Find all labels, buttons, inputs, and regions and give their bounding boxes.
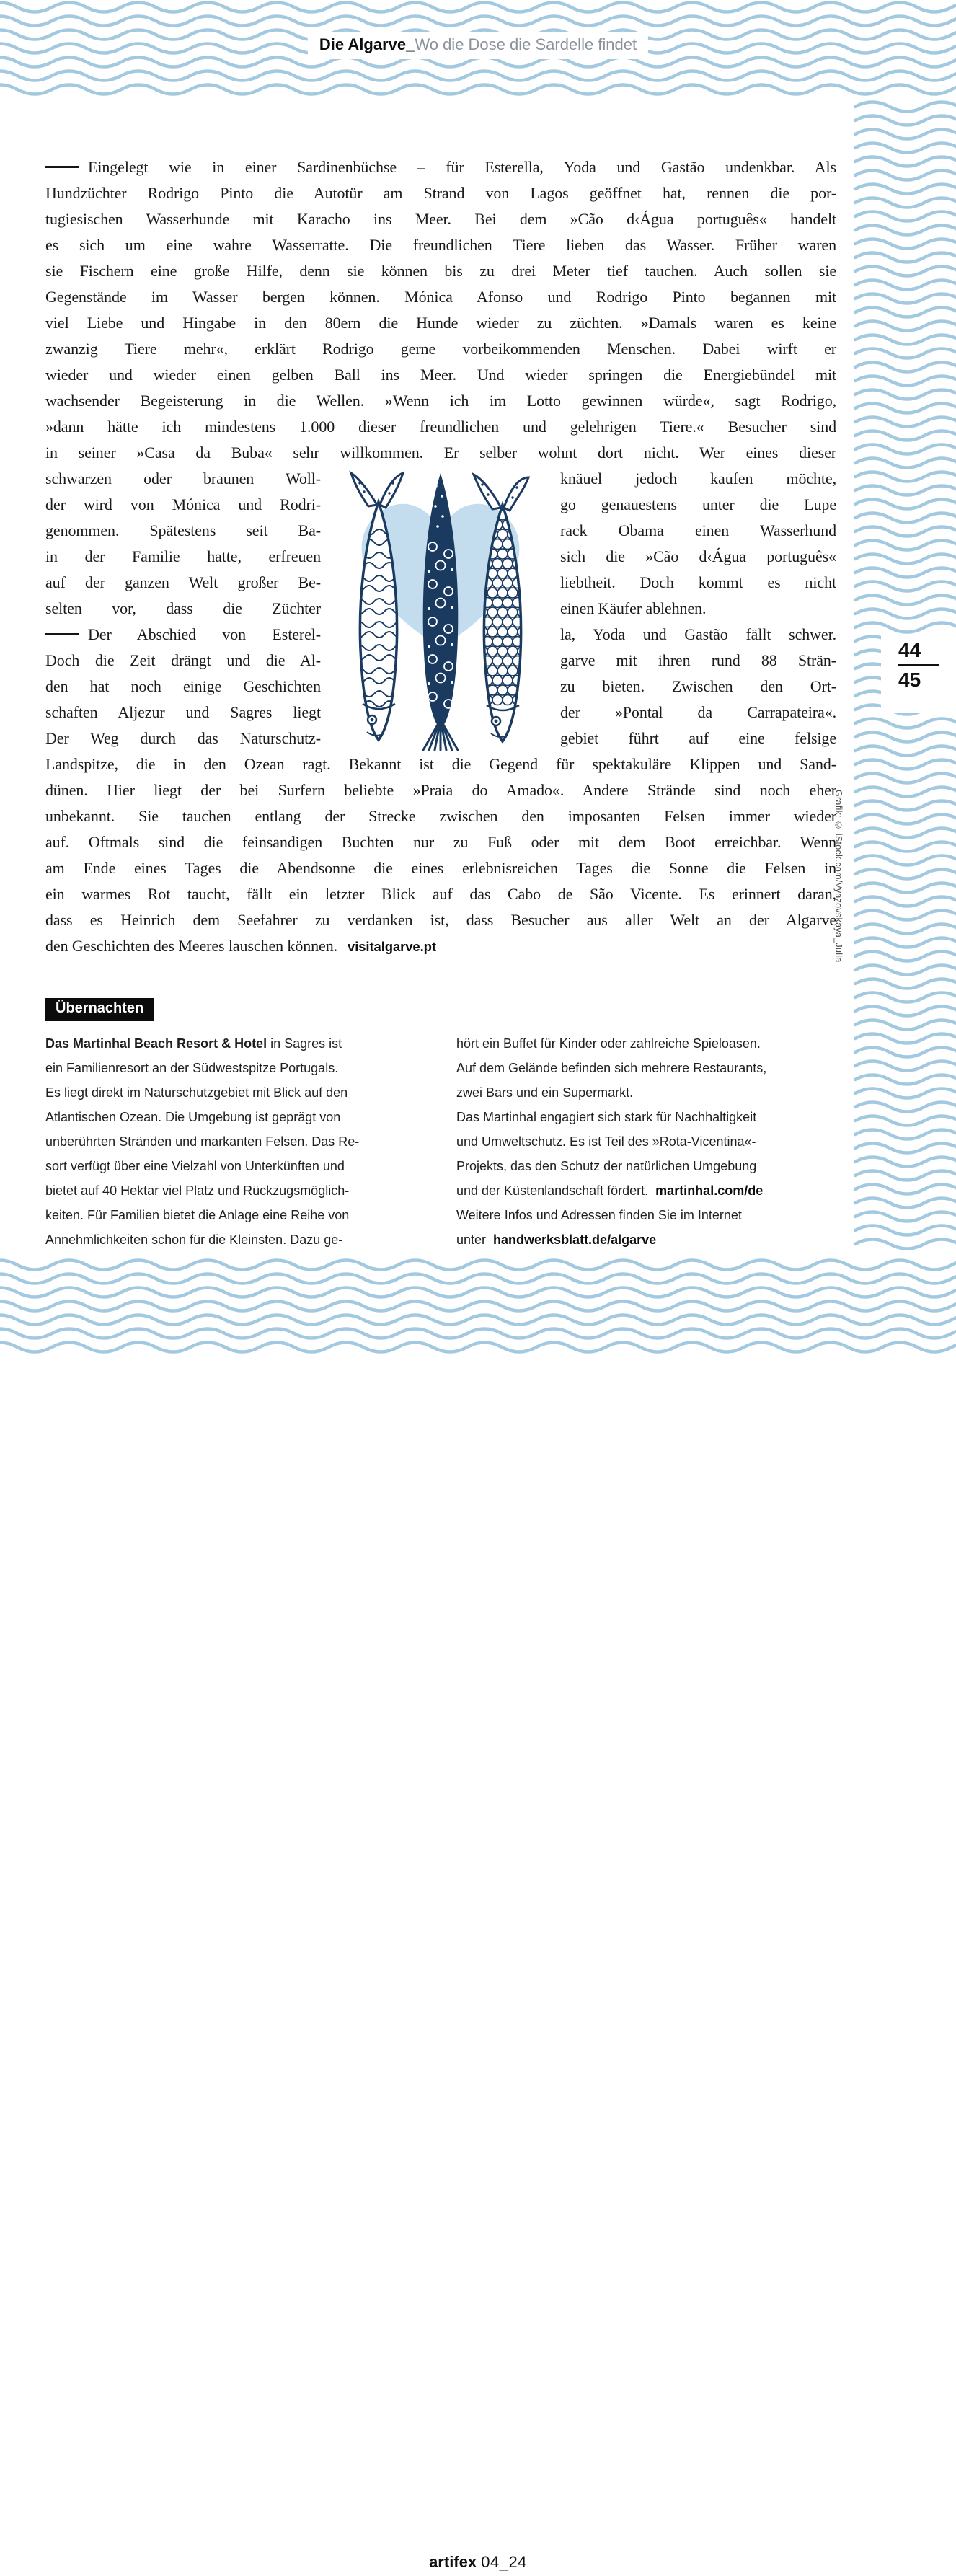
article-line <box>45 648 321 674</box>
info-line <box>456 1056 836 1080</box>
sardines-heart-illustration <box>321 466 560 751</box>
text-span: Landspitze, die in den Ozean ragt. Bekannt ist die Gegend für spektakuläre Klippen und Sand- <box>45 755 836 773</box>
text-span: den Geschichten des Meeres lauschen können. <box>45 937 337 955</box>
text-span: Annehmlichkeiten schon für die Kleinsten. Dazu ge- <box>45 1232 343 1247</box>
article-line <box>560 466 836 492</box>
footer-issue: 04_24 <box>481 2553 527 2571</box>
text-span: und Umweltschutz. Es ist Teil des »Rota-Vicentina«- <box>456 1134 756 1149</box>
text-span: es sich um eine wahre Wasserratte. Die freundlichen Tiere lieben das Wasser. Früher waren <box>45 236 836 254</box>
text-span: Weitere Infos und Adressen finden Sie im Internet <box>456 1208 742 1222</box>
text-span: Der Abschied von Esterel- <box>88 625 321 643</box>
uebernachten-label: Übernachten <box>45 998 154 1021</box>
page-number-top: 44 <box>898 639 921 661</box>
article-line <box>560 622 836 648</box>
info-line <box>45 1080 435 1105</box>
text-span: keiten. Für Familien bietet die Anlage eine Reihe von <box>45 1208 350 1222</box>
text-span: schaften Aljezur und Sagres liegt <box>45 703 321 721</box>
article-line <box>45 570 321 596</box>
article-line <box>560 596 836 622</box>
article-line <box>45 855 836 881</box>
text-span: unbekannt. Sie tauchen entlang der Strecke zwischen den imposanten Felsen immer wieder <box>45 807 836 825</box>
text-span: Atlantischen Ozean. Die Umgebung ist geprägt von <box>45 1110 341 1124</box>
article-line <box>560 518 836 544</box>
article-line <box>45 725 321 751</box>
text-span: gebiet führt auf eine felsige <box>560 729 836 747</box>
wave-pattern-bottom <box>0 1256 956 1352</box>
text-span: rack Obama einen Wasserhund <box>560 521 836 539</box>
text-span: Eingelegt wie in einer Sardinenbüchse – für Esterella, Yoda und Gastão undenkbar. Als <box>88 158 836 176</box>
text-span: unter <box>456 1232 487 1247</box>
article-line <box>45 907 836 933</box>
text-span: ein warmes Rot taucht, fällt ein letzter Blick auf das Cabo de São Vicente. Es erinnert daran, <box>45 885 836 903</box>
text-span: Hundzüchter Rodrigo Pinto die Autotür am Strand von Lagos geöffnet hat, rennen die por- <box>45 184 836 202</box>
image-credit: Grafik: © iStock.com/Vyazovskaya_Julia <box>833 790 844 963</box>
article-line <box>560 674 836 700</box>
info-line <box>456 1154 836 1178</box>
info-line <box>456 1178 836 1203</box>
text-span: schwarzen oder braunen Woll- <box>45 469 321 488</box>
bottom-wave-band <box>0 1256 956 2571</box>
text-span: in der Familie hatte, erfreuen <box>45 547 321 565</box>
uebernachten-column-right <box>456 1031 836 1252</box>
article-line <box>45 518 321 544</box>
text-span: Es liegt direkt im Naturschutzgebiet mit Blick auf den <box>45 1085 348 1100</box>
page-header <box>308 32 648 59</box>
text-span: wieder und wieder einen gelben Ball ins Meer. Und wieder springen die Energiebündel mit <box>45 366 836 384</box>
link-martinhal-com-de[interactable]: martinhal.com/de <box>655 1183 764 1198</box>
article-line <box>45 544 321 570</box>
text-span: genommen. Spätestens seit Ba- <box>45 521 321 539</box>
link-visitalgarve-pt[interactable]: visitalgarve.pt <box>348 939 436 954</box>
text-span: zwei Bars und ein Supermarkt. <box>456 1085 634 1100</box>
info-line <box>45 1129 435 1154</box>
text-column-right <box>560 466 836 751</box>
text-span: der »Pontal da Carrapateira«. <box>560 703 836 721</box>
header-title: Die Algarve_ <box>319 35 415 53</box>
article-line <box>45 777 836 803</box>
info-line <box>45 1203 435 1227</box>
article-line <box>45 622 321 648</box>
paragraph-2 <box>45 751 836 959</box>
paragraph-dash <box>45 166 79 168</box>
text-span: auf. Oftmals sind die feinsandigen Buchten nur zu Fuß oder mit dem Boot erreichbar. Wenn <box>45 833 836 851</box>
text-span: in Sagres ist <box>267 1036 342 1051</box>
info-line <box>456 1227 836 1252</box>
header-subtitle: Wo die Dose die Sardelle findet <box>415 35 637 53</box>
text-span: la, Yoda und Gastão fällt schwer. <box>560 625 836 643</box>
text-span: tugiesischen Wasserhunde mit Karacho ins Meer. Bei dem »Cão d‹Água português« handelt <box>45 210 836 228</box>
article-line <box>45 362 836 388</box>
uebernachten-columns <box>45 1031 836 1252</box>
article-line <box>560 570 836 596</box>
text-span: ein Familienresort an der Südwestspitze Portugals. <box>45 1061 339 1075</box>
text-span: am Ende eines Tages die Abendsonne die eines erlebnisreichen Tages die Sonne die Felsen in <box>45 859 836 877</box>
sardines-heart-svg <box>321 466 560 751</box>
text-span: sie Fischern eine große Hilfe, denn sie können bis zu drei Meter tief tauchen. Auch sollen sie <box>45 262 836 280</box>
article-line <box>45 466 321 492</box>
bold-lead-text: Das Martinhal Beach Resort & Hotel <box>45 1036 267 1051</box>
text-span: Doch die Zeit drängt und die Al- <box>45 651 321 669</box>
text-span: Der Weg durch das Naturschutz- <box>45 729 321 747</box>
paragraph-dash <box>45 633 79 635</box>
article-line <box>560 648 836 674</box>
info-line <box>456 1080 836 1105</box>
info-line <box>456 1105 836 1129</box>
article-line <box>45 596 321 622</box>
article-line <box>560 700 836 725</box>
article-line <box>45 284 836 310</box>
text-span: dass es Heinrich dem Seefahrer zu verdanken ist, dass Besucher aus aller Welt an der Algarve <box>45 911 836 929</box>
article-line <box>45 154 836 180</box>
article-line <box>45 492 321 518</box>
article-line <box>45 751 836 777</box>
paragraph-1 <box>45 154 836 466</box>
text-span: bietet auf 40 Hektar viel Platz und Rückzugsmöglich- <box>45 1183 350 1198</box>
text-span: »dann hätte ich mindestens 1.000 dieser freundlichen und gelehrigen Tiere.« Besucher sind <box>45 418 836 436</box>
article-line <box>45 336 836 362</box>
uebernachten-section <box>45 998 836 1252</box>
text-span: go genauestens unter die Lupe <box>560 495 836 513</box>
article-line <box>45 933 836 959</box>
article-line <box>45 388 836 414</box>
article-line <box>45 674 321 700</box>
info-line <box>45 1178 435 1203</box>
text-span: Gegenstände im Wasser bergen können. Mónica Afonso und Rodrigo Pinto begannen mit <box>45 288 836 306</box>
article-line <box>45 829 836 855</box>
text-span: zwanzig Tiere mehr«, erklärt Rodrigo gerne vorbeikommenden Menschen. Dabei wirft er <box>45 340 836 358</box>
info-line <box>45 1105 435 1129</box>
text-span: wachsender Begeisterung in die Wellen. »Wenn ich im Lotto gewinnen würde«, sagt Rodrigo, <box>45 392 836 410</box>
article-line <box>560 544 836 570</box>
top-wave-band <box>0 0 956 100</box>
text-span: einen Käufer ablehnen. <box>560 599 707 617</box>
page-number-bottom: 45 <box>898 669 921 691</box>
article-line <box>560 725 836 751</box>
info-line <box>45 1056 435 1080</box>
text-span: Auf dem Gelände befinden sich mehrere Restaurants, <box>456 1061 767 1075</box>
page-footer <box>415 2551 541 2576</box>
middle-sardine-tail <box>423 720 458 750</box>
info-line <box>456 1203 836 1227</box>
article-line <box>45 258 836 284</box>
article-line <box>45 440 836 466</box>
text-span: unberührten Stränden und markanten Felsen. Das Re- <box>45 1134 360 1149</box>
text-span: knäuel jedoch kaufen möchte, <box>560 469 836 488</box>
page-number-divider <box>898 664 939 666</box>
wrapped-text-row <box>45 466 836 751</box>
text-span: liebtheit. Doch kommt es nicht <box>560 573 836 591</box>
info-line <box>45 1031 435 1056</box>
text-span: Das Martinhal engagiert sich stark für Nachhaltigkeit <box>456 1110 757 1124</box>
text-span: selten vor, dass die Züchter <box>45 599 321 617</box>
footer-brand: artifex <box>429 2553 477 2571</box>
text-column-left <box>45 466 321 751</box>
info-line <box>45 1227 435 1252</box>
text-span: garve mit ihren rund 88 Strän- <box>560 651 836 669</box>
article-line <box>45 310 836 336</box>
article-line <box>560 492 836 518</box>
article-line <box>45 414 836 440</box>
text-span: in seiner »Casa da Buba« sehr willkommen. Er selber wohnt dort nicht. Wer eines dieser <box>45 444 836 462</box>
text-span: sort verfügt über eine Vielzahl von Unterkünften und <box>45 1159 345 1173</box>
article-body <box>45 154 836 959</box>
article-line <box>45 803 836 829</box>
article-line <box>45 180 836 206</box>
article-line <box>45 206 836 232</box>
text-span: zu bieten. Zwischen den Ort- <box>560 677 836 695</box>
article-line <box>45 700 321 725</box>
article-line <box>45 881 836 907</box>
uebernachten-column-left <box>45 1031 435 1252</box>
link-handwerksblatt-de-algarve[interactable]: handwerksblatt.de/algarve <box>493 1232 657 1247</box>
text-span: dünen. Hier liegt der bei Surfern beliebte »Praia do Amado«. Andere Strände sind noch eher <box>45 781 836 799</box>
text-span: auf der ganzen Welt großer Be- <box>45 573 321 591</box>
text-span: und der Küstenlandschaft fördert. <box>456 1183 649 1198</box>
text-span: Projekts, das den Schutz der natürlichen Umgebung <box>456 1159 757 1173</box>
info-line <box>45 1154 435 1178</box>
text-span: sich die »Cão d‹Água português« <box>560 547 836 565</box>
article-line <box>45 232 836 258</box>
info-line <box>456 1031 836 1056</box>
text-span: viel Liebe und Hingabe in den 80ern die Hunde wieder zu züchten. »Damals waren es keine <box>45 314 836 332</box>
info-line <box>456 1129 836 1154</box>
text-span: den hat noch einige Geschichten <box>45 677 321 695</box>
text-span: der wird von Mónica und Rodri- <box>45 495 321 513</box>
page-number <box>881 635 956 713</box>
text-span: hört ein Buffet für Kinder oder zahlreiche Spieloasen. <box>456 1036 761 1051</box>
